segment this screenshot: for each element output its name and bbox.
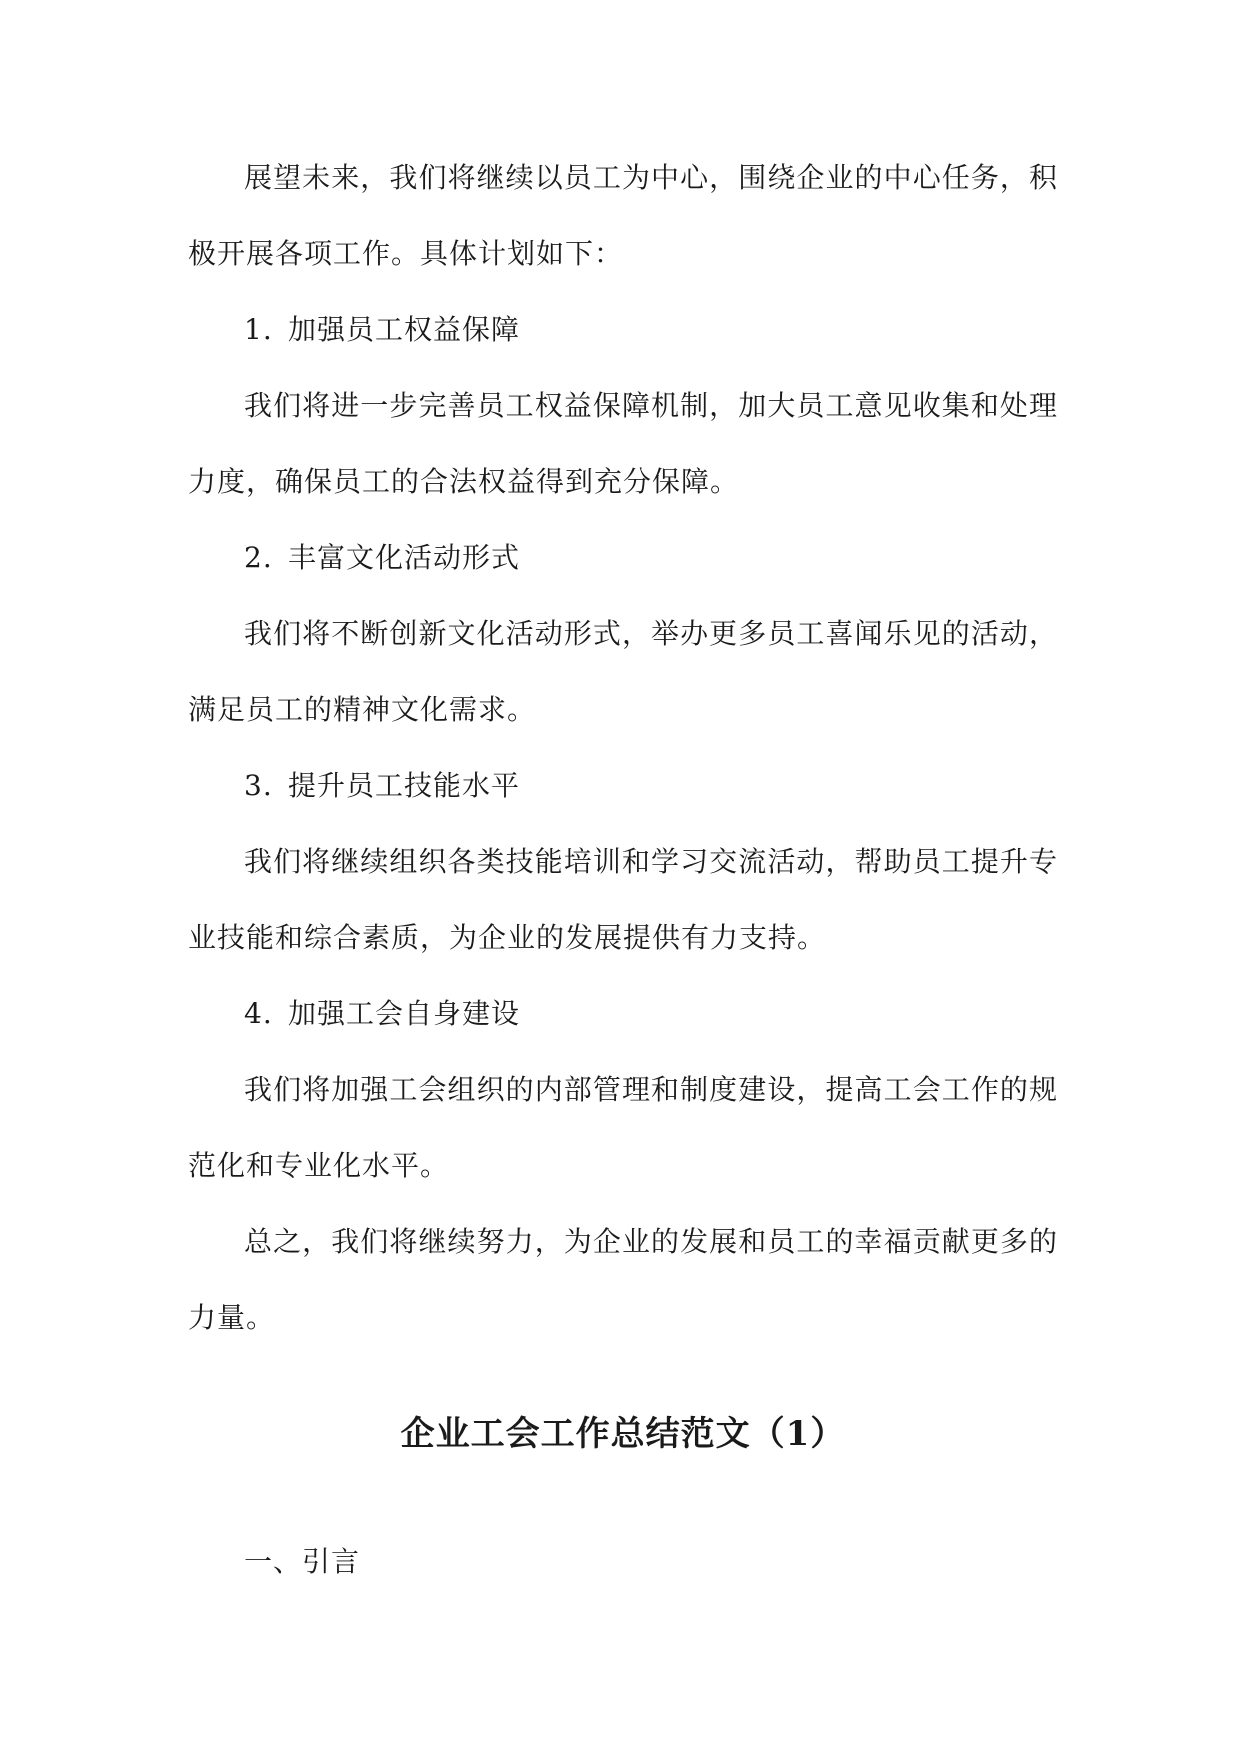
plan-item-body: 我们将加强工会组织的内部管理和制度建设，提高工会工作的规范化和专业化水平。 <box>188 1073 1058 1182</box>
plan-item-body: 我们将不断创新文化活动形式，举办更多员工喜闻乐见的活动，满足员工的精神文化需求。 <box>188 617 1058 726</box>
plan-item-title: 丰富文化活动形式 <box>288 541 521 574</box>
plan-item-heading <box>188 976 1058 1052</box>
plan-item-title: 加强员工权益保障 <box>288 313 521 346</box>
document-title: 企业工会工作总结范文（1） <box>400 1414 846 1454</box>
plan-item-body: 我们将进一步完善员工权益保障机制，加大员工意见收集和处理力度，确保员工的合法权益得到充分保障。 <box>188 389 1058 498</box>
plan-item-number: 4. <box>244 997 273 1030</box>
plan-item-number: 1. <box>244 313 273 346</box>
plan-item-title: 提升员工技能水平 <box>288 769 521 802</box>
plan-item-title: 加强工会自身建设 <box>288 997 521 1030</box>
plan-item-body: 我们将继续组织各类技能培训和学习交流活动，帮助员工提升专业技能和综合素质，为企业的发展提供有力支持。 <box>188 845 1058 954</box>
document-content <box>188 140 1058 1600</box>
plan-item-heading <box>188 292 1058 368</box>
intro-paragraph: 展望未来，我们将继续以员工为中心，围绕企业的中心任务，积极开展各项工作。具体计划如下： <box>188 161 1058 270</box>
conclusion-paragraph: 总之，我们将继续努力，为企业的发展和员工的幸福贡献更多的力量。 <box>188 1225 1058 1334</box>
plan-item-heading <box>188 520 1058 596</box>
plan-item-number: 2. <box>244 541 273 574</box>
plan-item-heading <box>188 748 1058 824</box>
section-heading: 一、引言 <box>244 1545 361 1578</box>
plan-item-number: 3. <box>244 769 273 802</box>
